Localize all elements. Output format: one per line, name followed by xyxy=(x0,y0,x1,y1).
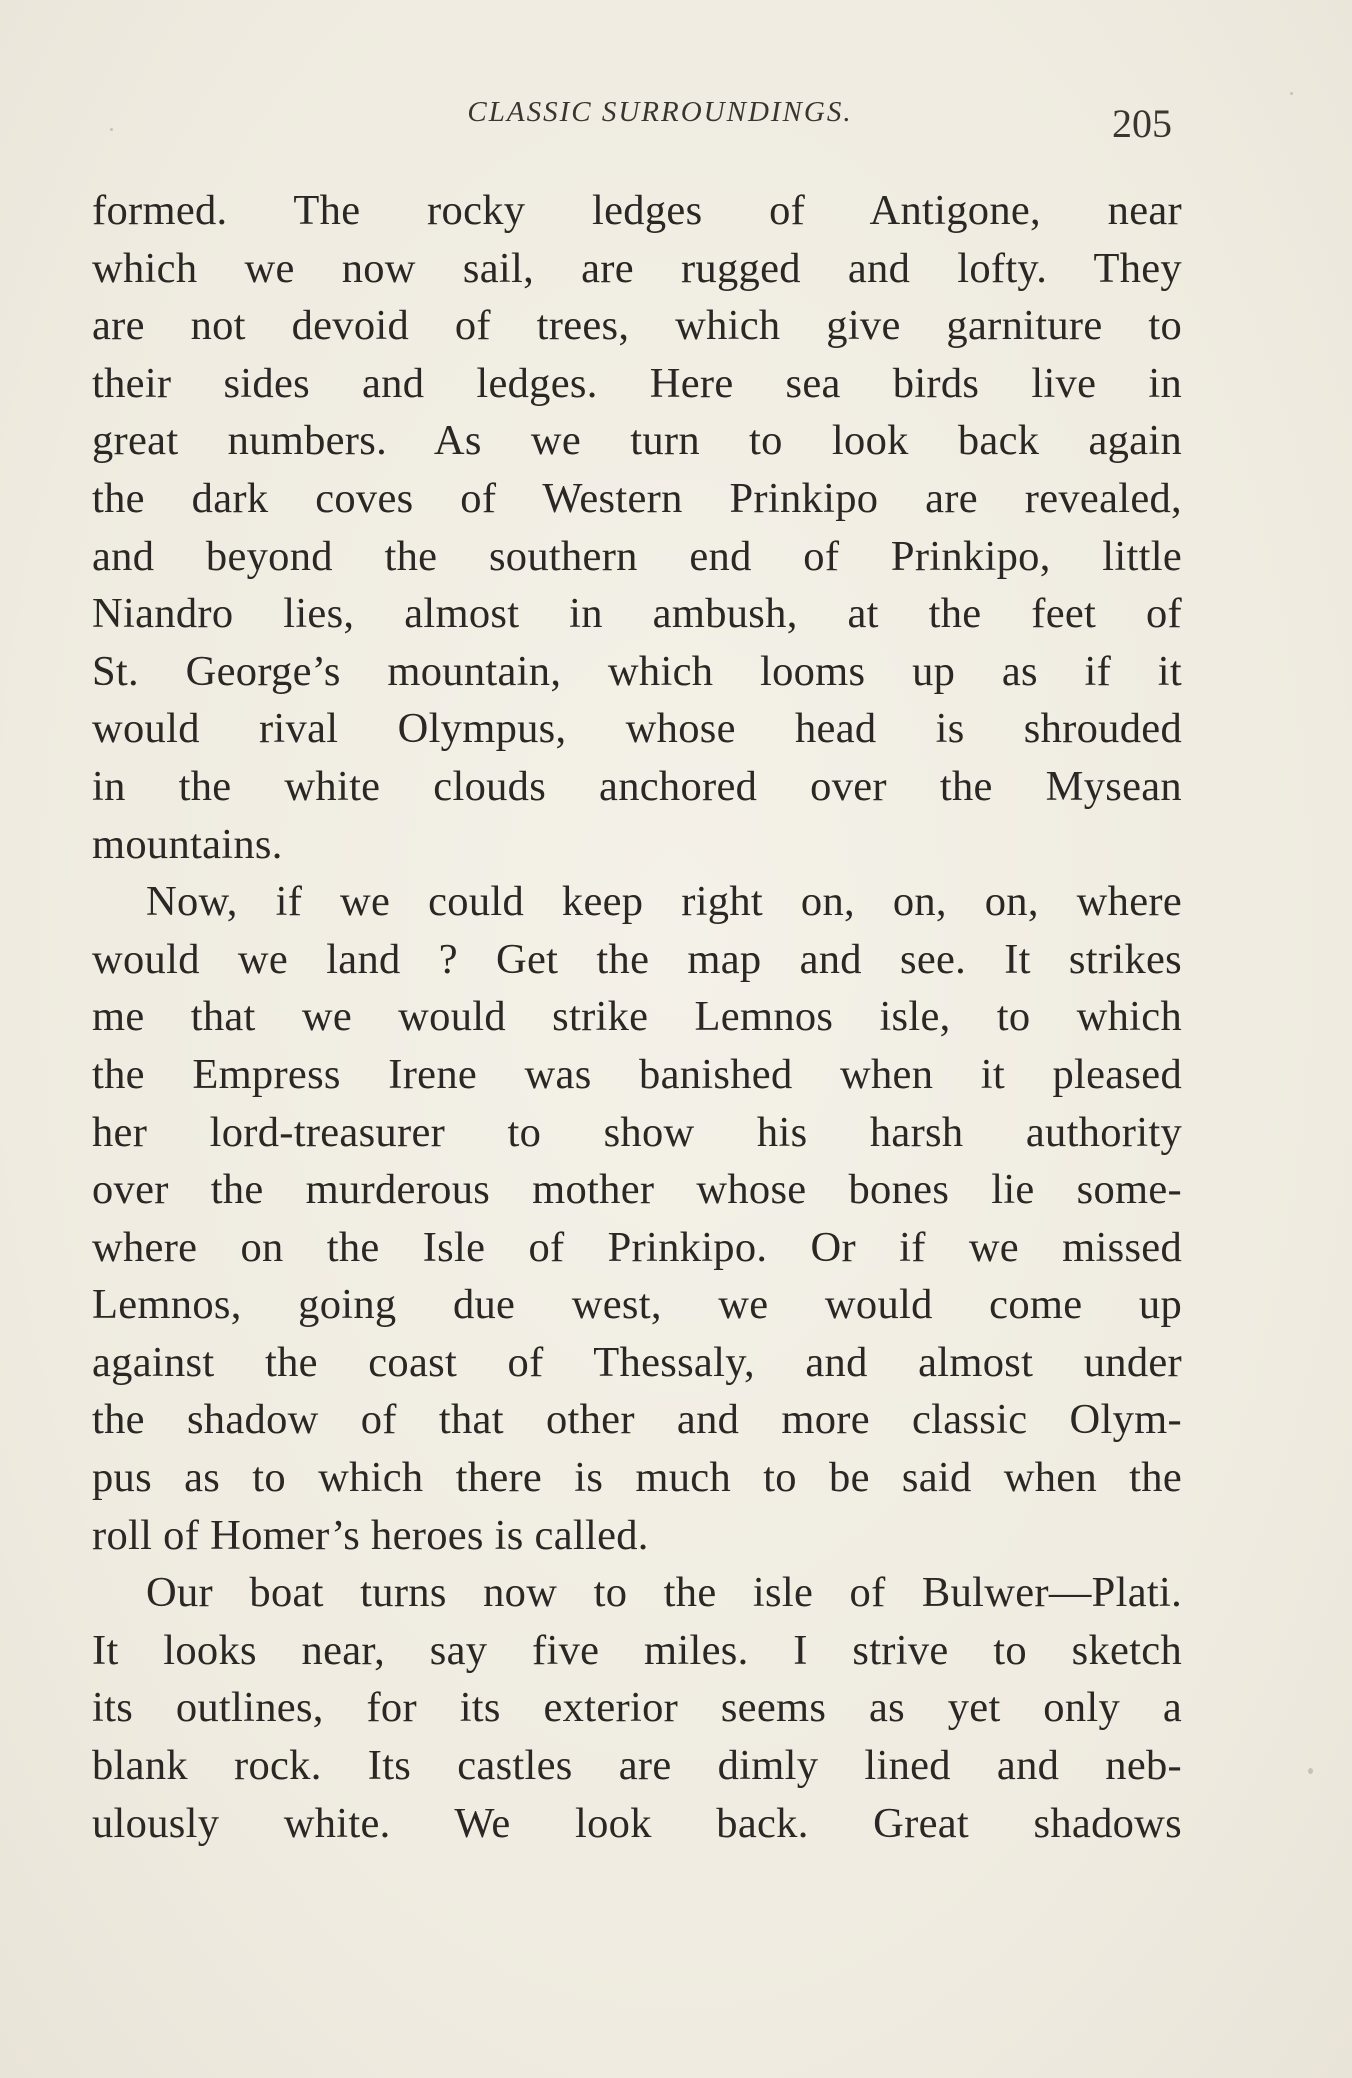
text-line: in the white clouds anchored over the Mysean xyxy=(92,762,1182,810)
paper-speck xyxy=(1308,1768,1313,1774)
text-line: St. George’s mountain, which looms up as if it xyxy=(92,647,1182,695)
page-number: 205 xyxy=(1112,101,1172,146)
paper-speck xyxy=(1290,92,1293,95)
text-line: mountains. xyxy=(92,820,283,868)
text-line: are not devoid of trees, which give garniture to xyxy=(92,302,1182,350)
text-line: me that we would strike Lemnos isle, to which xyxy=(92,993,1182,1041)
text-line: blank rock. Its castles are dimly lined and neb- xyxy=(92,1742,1182,1790)
text-line: their sides and ledges. Here sea birds live in xyxy=(92,359,1182,407)
text-line: pus as to which there is much to be said when the xyxy=(92,1454,1182,1502)
text-line: Lemnos, going due west, we would come up xyxy=(92,1281,1182,1329)
text-line: would we land ? Get the map and see. It strikes xyxy=(92,935,1182,983)
text-line: would rival Olympus, whose head is shrouded xyxy=(92,705,1182,753)
text-line: which we now sail, are rugged and lofty. They xyxy=(92,244,1182,292)
text-line: its outlines, for its exterior seems as yet only a xyxy=(92,1684,1182,1732)
text-line: ulously white. We look back. Great shadows xyxy=(92,1799,1182,1847)
running-head: CLASSIC SURROUNDINGS. xyxy=(467,96,853,128)
text-line: and beyond the southern end of Prinkipo, little xyxy=(92,532,1182,580)
text-line: Niandro lies, almost in ambush, at the feet of xyxy=(92,590,1182,638)
paper-speck xyxy=(110,128,113,131)
text-line: roll of Homer’s heroes is called. xyxy=(92,1511,649,1559)
text-line: against the coast of Thessaly, and almost under xyxy=(92,1338,1182,1386)
text-line: the shadow of that other and more classic Olym- xyxy=(92,1396,1182,1444)
text-line: formed. The rocky ledges of Antigone, near xyxy=(92,187,1182,234)
text-line: Our boat turns now to the isle of Bulwer—Plati. xyxy=(146,1569,1182,1617)
text-line: her lord-treasurer to show his harsh authority xyxy=(92,1108,1182,1156)
text-line: where on the Isle of Prinkipo. Or if we missed xyxy=(92,1223,1182,1271)
text-line: the Empress Irene was banished when it pleased xyxy=(92,1050,1182,1098)
text-line: great numbers. As we turn to look back again xyxy=(92,417,1182,465)
text-line: It looks near, say five miles. I strive to sketch xyxy=(92,1626,1182,1674)
text-line: Now, if we could keep right on, on, on, where xyxy=(146,878,1182,926)
body-text xyxy=(92,182,1182,1852)
text-line: the dark coves of Western Prinkipo are revealed, xyxy=(92,474,1182,522)
text-line: over the murderous mother whose bones lie some- xyxy=(92,1166,1182,1214)
